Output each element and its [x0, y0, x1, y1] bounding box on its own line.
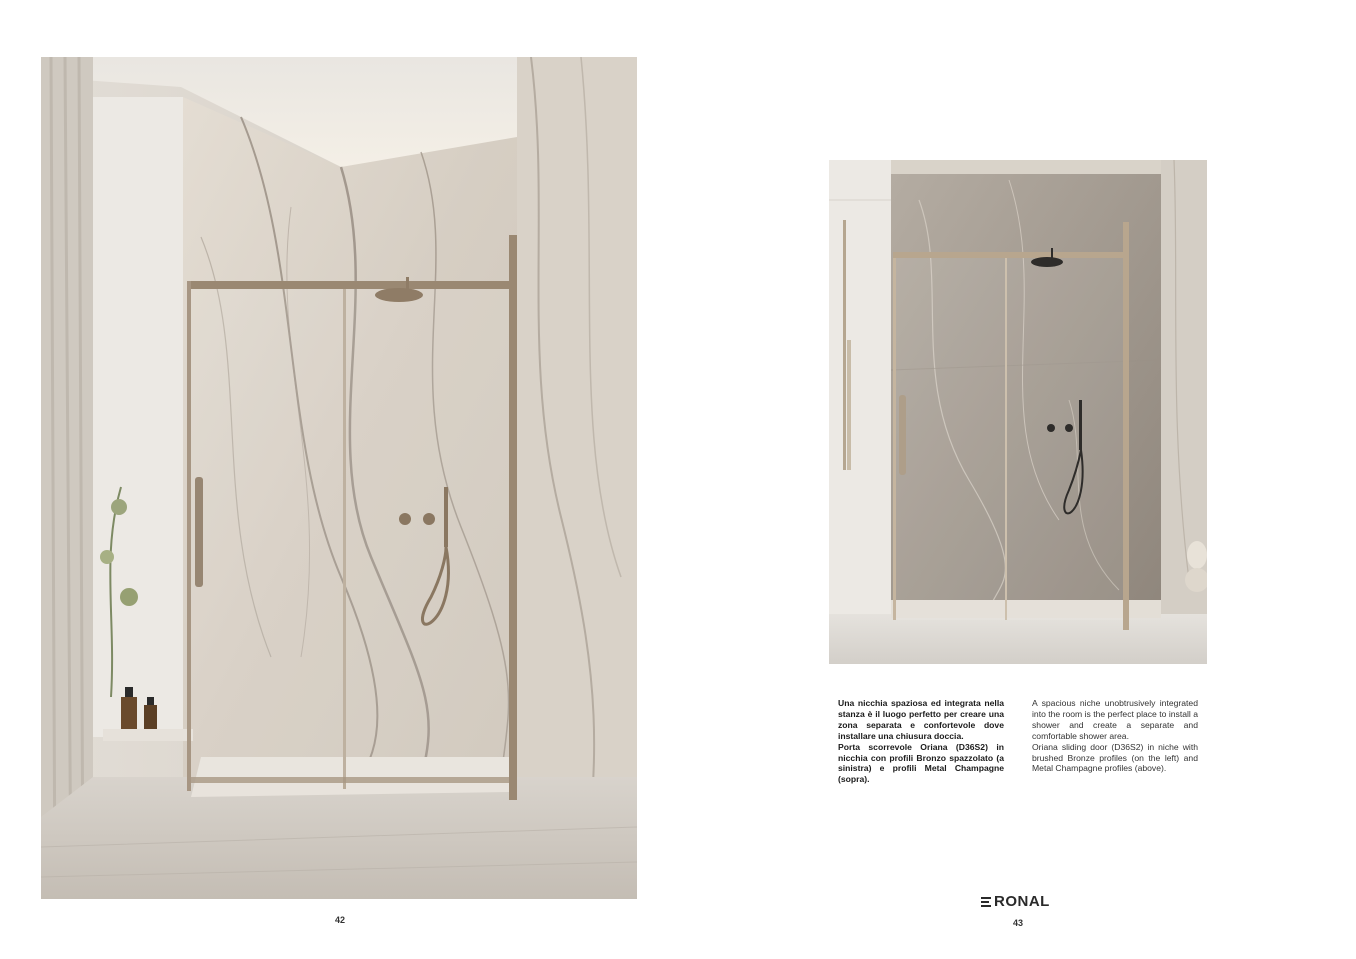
caption-italian	[838, 698, 1004, 785]
brand-logo	[981, 893, 1050, 911]
shower-photo-champagne	[829, 160, 1207, 664]
page-number-left: 42	[335, 915, 346, 925]
caption-english-intro: A spacious niche unobtrusively integrated into the room is the perfect place to install a shower and create a separate and comfortable shower area.	[1032, 698, 1198, 741]
brand-name: RONAL	[994, 893, 1050, 910]
caption-english	[1032, 698, 1198, 774]
bathroom-scene-image	[829, 160, 1207, 664]
page-number-right: 43	[1013, 918, 1024, 928]
caption-italian-product: Porta scorrevole Oriana (D36S2) in nicchia con profili Bronzo spazzolato (a sinistra) e profili Metal Champagne (sopra).	[838, 741, 1004, 785]
shower-photo-bronze	[41, 57, 637, 899]
caption-italian-intro: Una nicchia spaziosa ed integrata nella stanza è il luogo perfetto per creare una zona separata e confortevole dove installare una chiusura doccia.	[838, 698, 1004, 741]
caption-english-product: Oriana sliding door (D36S2) in niche with brushed Bronze profiles (on the left) and Metal Champagne profiles (above).	[1032, 741, 1198, 774]
bathroom-scene-image	[41, 57, 637, 899]
ronal-lines-icon	[981, 896, 992, 908]
